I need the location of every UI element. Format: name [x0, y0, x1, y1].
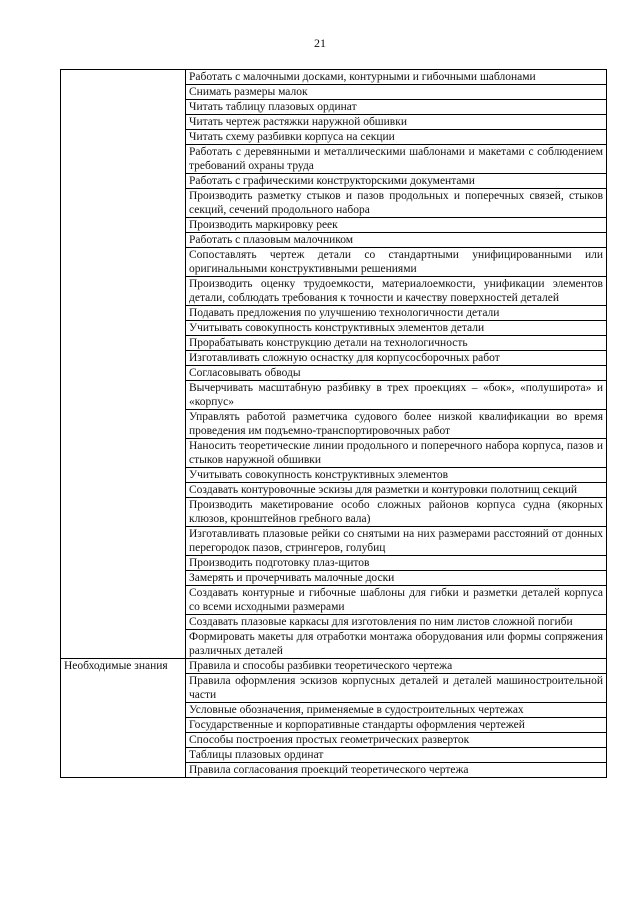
item-cell: Правила оформления эскизов корпусных деталей и деталей машиностроительной части [186, 674, 607, 703]
item-cell: Государственные и корпоративные стандарты оформления чертежей [186, 718, 607, 733]
item-cell: Работать с малочными досками, контурными и гибочными шаблонами [186, 70, 607, 85]
item-cell: Учитывать совокупность конструктивных элементов детали [186, 321, 607, 336]
item-cell: Производить разметку стыков и пазов продольных и поперечных связей, стыков секций, сечений продольного набора [186, 189, 607, 218]
item-cell: Прорабатывать конструкцию детали на технологичность [186, 336, 607, 351]
competency-table [60, 69, 607, 778]
item-cell: Правила согласования проекций теоретического чертежа [186, 763, 607, 778]
item-cell: Производить макетирование особо сложных районов корпуса судна (якорных клюзов, кронштейнов гребного вала) [186, 498, 607, 527]
item-cell: Правила и способы разбивки теоретического чертежа [186, 659, 607, 674]
item-cell: Управлять работой разметчика судового более низкой квалификации во время проведения им подъемно-транспортировочных работ [186, 410, 607, 439]
item-cell: Замерять и прочерчивать малочные доски [186, 571, 607, 586]
item-cell: Создавать контуровочные эскизы для разметки и контуровки полотнищ секций [186, 483, 607, 498]
category-cell [61, 70, 186, 659]
item-cell: Работать с плазовым малочником [186, 233, 607, 248]
item-cell: Работать с деревянными и металлическими шаблонами и макетами с соблюдением требований охраны труда [186, 145, 607, 174]
item-cell: Читать схему разбивки корпуса на секции [186, 130, 607, 145]
item-cell: Вычерчивать масштабную разбивку в трех проекциях – «бок», «полуширота» и «корпус» [186, 381, 607, 410]
item-cell: Производить маркировку реек [186, 218, 607, 233]
item-cell: Подавать предложения по улучшению технологичности детали [186, 306, 607, 321]
item-cell: Сопоставлять чертеж детали со стандартными унифицированными или оригинальными конструктивными решениями [186, 248, 607, 277]
item-cell: Учитывать совокупность конструктивных элементов [186, 468, 607, 483]
table-row [61, 659, 607, 674]
item-cell: Читать чертеж растяжки наружной обшивки [186, 115, 607, 130]
table-body [61, 70, 607, 778]
item-cell: Работать с графическими конструкторскими документами [186, 174, 607, 189]
item-cell: Способы построения простых геометрических разверток [186, 733, 607, 748]
item-cell: Производить оценку трудоемкости, материалоемкости, унификации элементов детали, соблюдать требования к точности и качеству поверхностей деталей [186, 277, 607, 306]
item-cell: Изготавливать плазовые рейки со снятыми на них размерами расстояний от донных перегородок пазов, стрингеров, голубиц [186, 527, 607, 556]
item-cell: Согласовывать обводы [186, 366, 607, 381]
item-cell: Таблицы плазовых ординат [186, 748, 607, 763]
item-cell: Создавать плазовые каркасы для изготовления по ним листов сложной погиби [186, 615, 607, 630]
item-cell: Изготавливать сложную оснастку для корпусосборочных работ [186, 351, 607, 366]
item-cell: Читать таблицу плазовых ординат [186, 100, 607, 115]
page-number: 21 [314, 36, 326, 50]
table-row [61, 70, 607, 85]
category-cell: Необходимые знания [61, 659, 186, 778]
item-cell: Снимать размеры малок [186, 85, 607, 100]
item-cell: Условные обозначения, применяемые в судостроительных чертежах [186, 703, 607, 718]
item-cell: Производить подготовку плаз-щитов [186, 556, 607, 571]
item-cell: Формировать макеты для отработки монтажа оборудования или формы сопряжения различных деталей [186, 630, 607, 659]
item-cell: Создавать контурные и гибочные шаблоны для гибки и разметки деталей корпуса со всеми исходными размерами [186, 586, 607, 615]
item-cell: Наносить теоретические линии продольного и поперечного набора корпуса, пазов и стыков наружной обшивки [186, 439, 607, 468]
